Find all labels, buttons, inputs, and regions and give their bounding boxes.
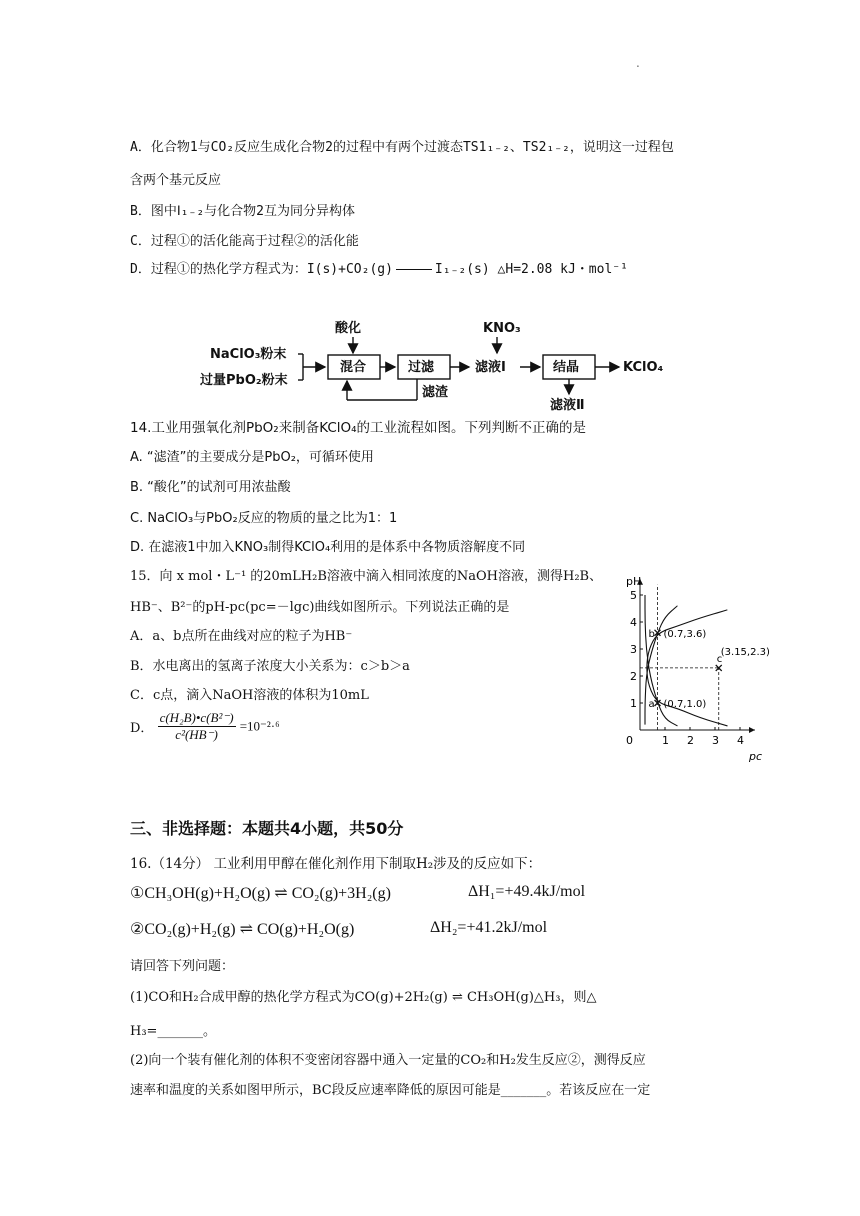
x-axis-arrow-icon xyxy=(749,727,755,733)
q13-d-prefix: D．过程①的热化学方程式为：I(s)+CO₂(g) xyxy=(130,262,393,277)
q15-d-rhs: =10⁻²·⁶ xyxy=(239,718,280,734)
q15-d-label: D． xyxy=(130,721,154,736)
q16-part1-line2: H₃=_______。 xyxy=(130,1024,216,1039)
flow-kno3-label: KNO₃ xyxy=(483,321,521,336)
flow-filtrate2-label: 滤液Ⅱ xyxy=(550,398,585,413)
q14-option-b: B. “酸化”的试剂可用浓盐酸 xyxy=(130,480,291,495)
ph-pc-chart xyxy=(612,568,792,778)
flow-filtrate1-label: 滤液Ⅰ xyxy=(475,360,506,375)
flow-acidify-label: 酸化 xyxy=(335,321,362,336)
kclo4-flowchart xyxy=(195,312,675,416)
q16-prompt: 请回答下列问题： xyxy=(130,959,235,974)
flow-input-naclo3: NaClO₃粉末 xyxy=(210,347,287,362)
q14-stem: 14.工业用强氧化剂PbO₂来制备KClO₄的工业流程如图。下列判断不正确的是 xyxy=(130,420,587,436)
point-c-label: (3.15,2.3) xyxy=(720,646,770,658)
q15-option-a: A．a、b点所在曲线对应的粒子为HB⁻ xyxy=(130,629,353,644)
y-tick-label: 4 xyxy=(630,616,637,629)
flow-product-label: KClO₄ xyxy=(623,360,664,375)
q15-option-c: C．c点，滴入NaOH溶液的体积为10mL xyxy=(130,688,369,703)
header-mark: . xyxy=(636,56,640,70)
q16-equation-2: ②CO₂(g)+H₂(g) ⇌ CO(g)+H₂O(g) xyxy=(130,921,355,938)
x-tick-label: 3 xyxy=(712,734,719,747)
q13-option-b: B．图中Ⅰ₁₋₂与化合物2互为同分异构体 xyxy=(130,204,355,219)
q14-option-c: C. NaClO₃与PbO₂反应的物质的量之比为1：1 xyxy=(130,511,398,526)
flow-crystallize-label: 结晶 xyxy=(553,360,580,375)
y-tick-label: 2 xyxy=(630,670,637,683)
q14-option-a: A. “滤渣”的主要成分是PbO₂，可循环使用 xyxy=(130,450,374,465)
section-3-heading: 三、非选择题：本题共4小题，共50分 xyxy=(130,819,404,838)
y-tick-label: 5 xyxy=(630,589,637,602)
q13-option-c: C．过程①的活化能高于过程②的活化能 xyxy=(130,234,359,249)
q16-part1-line1: (1)CO和H₂合成甲醇的热化学方程式为CO(g)+2H₂(g) ⇌ CH₃OH(g)△H₃，则△ xyxy=(130,990,597,1005)
point-a-label: (0.7,1.0) xyxy=(663,699,707,710)
q15-d-denominator: c²(HB⁻) xyxy=(175,727,218,742)
q16-part2-line2: 速率和温度的关系如图甲所示，BC段反应速率降低的原因可能是_______。若该反应在一定 xyxy=(130,1083,651,1098)
point-b-label: (0.7,3.6) xyxy=(663,628,707,640)
x-axis-label: pc xyxy=(749,750,763,763)
x-tick-label: 1 xyxy=(662,734,669,747)
y-axis-label: pH xyxy=(626,574,642,588)
reaction-arrow-icon xyxy=(396,269,432,270)
q15-d-fraction xyxy=(158,710,236,743)
flow-mix-label: 混合 xyxy=(340,360,367,375)
q16-equation-2-dh: ΔH₂=+41.2kJ/mol xyxy=(430,919,548,936)
flow-input-pbo2: 过量PbO₂粉末 xyxy=(200,373,288,388)
q15-option-d xyxy=(130,710,280,743)
q16-stem: 16.（14分） 工业利用甲醇在催化剂作用下制取H₂涉及的反应如下： xyxy=(130,856,542,872)
point-c-name: c xyxy=(716,653,723,665)
x-tick-label: 4 xyxy=(737,734,744,747)
q15-d-numerator: c(H₂B)•c(B²⁻) xyxy=(159,710,234,725)
point-b-name: b xyxy=(648,628,655,640)
q13-option-a-line1: A．化合物1与CO₂反应生成化合物2的过程中有两个过渡态TS1₁₋₂、TS2₁₋₂，说明这一过程包 xyxy=(130,140,674,155)
q16-equation-1-dh: ΔH₁=+49.4kJ/mol xyxy=(468,883,586,900)
y-tick-label: 1 xyxy=(630,697,637,710)
q14-option-d: D. 在滤液1中加入KNO₃制得KClO₄利用的是体系中各物质溶解度不同 xyxy=(130,540,526,555)
q15-option-b: B．水电离出的氢离子浓度大小关系为：c＞b＞a xyxy=(130,659,410,674)
q13-d-suffix: I₁₋₂(s) △H=2.08 kJ・mol⁻¹ xyxy=(434,262,628,277)
y-tick-label: 3 xyxy=(630,643,637,656)
x-tick-label: 0 xyxy=(626,734,633,747)
q15-stem-line2: HB⁻、B²⁻的pH-pc(pc=－lgc)曲线如图所示。下列说法正确的是 xyxy=(130,600,510,615)
point-a-name: a xyxy=(648,699,655,710)
q13-option-a-line2: 含两个基元反应 xyxy=(130,173,222,188)
q13-option-d xyxy=(130,258,628,277)
flow-filter-label: 过滤 xyxy=(408,360,435,375)
q16-part2-line1: (2)向一个装有催化剂的体积不变密闭容器中通入一定量的CO₂和H₂发生反应②，测得反应 xyxy=(130,1053,646,1068)
q15-stem-line1: 15．向 x mol・L⁻¹ 的20mLH₂B溶液中滴入相同浓度的NaOH溶液，测得H₂B、 xyxy=(130,569,603,584)
x-tick-label: 2 xyxy=(687,734,694,747)
q16-equation-1: ①CH₃OH(g)+H₂O(g) ⇌ CO₂(g)+3H₂(g) xyxy=(130,885,391,902)
flow-residue-label: 滤渣 xyxy=(422,385,449,400)
